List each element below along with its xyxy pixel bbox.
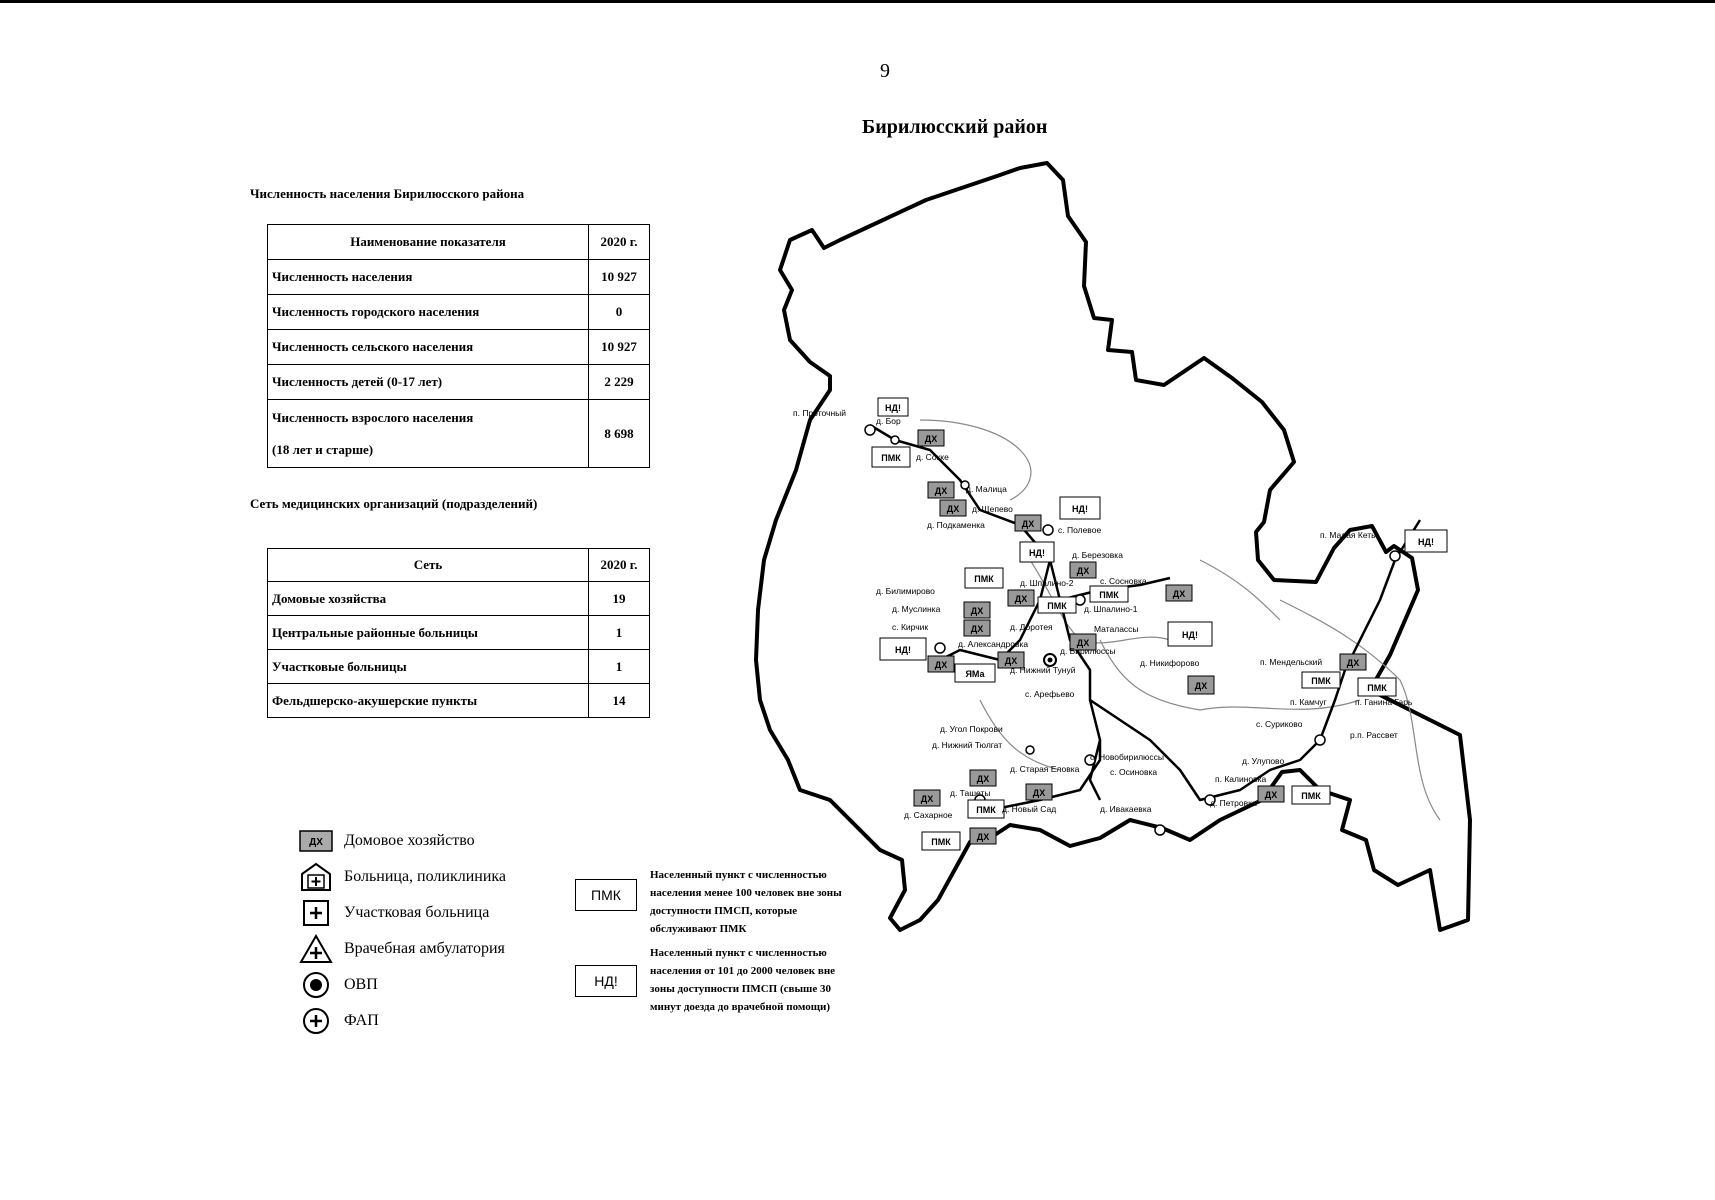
settlement-label: с. Осиновка	[1110, 767, 1158, 777]
svg-text:ПМК: ПМК	[974, 574, 994, 584]
settlement-icon	[891, 436, 899, 444]
rivers	[920, 420, 1440, 820]
row-name: Домовые хозяйства	[268, 582, 589, 616]
settlement-label: д. Сокке	[916, 452, 949, 462]
nd-text-line: Населенный пункт с численностью	[650, 947, 827, 959]
svg-text:ДХ: ДХ	[946, 504, 960, 514]
row-name: Центральные районные больницы	[268, 616, 589, 650]
settlement-label: д. Подкаменка	[927, 520, 985, 530]
settlement-label: Маталассы	[1094, 624, 1139, 634]
svg-text:НД!: НД!	[1072, 504, 1088, 514]
pmk-marker	[1090, 586, 1128, 602]
svg-text:НД!: НД!	[1418, 537, 1434, 547]
settlement-label: с. Новобирилюссы	[1090, 752, 1165, 762]
pmk-marker	[872, 447, 910, 467]
nd-marker	[1168, 622, 1212, 646]
settlement-label: д. Малица	[966, 484, 1007, 494]
settlement-label: д. Новый Сад	[1002, 804, 1057, 814]
dk-marker	[964, 602, 990, 618]
svg-text:ДХ: ДХ	[1264, 790, 1278, 800]
nd-marker	[1060, 497, 1100, 519]
svg-text:ДХ: ДХ	[934, 660, 948, 670]
fap-icon	[865, 425, 875, 435]
legend-label: ОВП	[344, 976, 378, 993]
nd-text-line: минут доезда до врачебной помощи)	[650, 1001, 831, 1013]
row-name: Численность детей (0-17 лет)	[268, 365, 589, 400]
svg-text:ПМК: ПМК	[1301, 791, 1321, 801]
nd-text-line: населения от 101 до 2000 человек вне	[650, 965, 836, 977]
page-title: Бирилюсский район	[862, 116, 1048, 138]
row-value: 14	[589, 684, 650, 718]
settlement-label: с. Суриково	[1256, 719, 1303, 729]
svg-text:ДХ: ДХ	[1021, 519, 1035, 529]
legend-label: Больница, поликлиника	[344, 868, 507, 885]
svg-text:ДХ: ДХ	[976, 832, 990, 842]
settlement-label: д. Старая Еловка	[1010, 764, 1080, 774]
dk-marker	[928, 482, 954, 498]
settlement-label: р.п. Рассвет	[1350, 730, 1398, 740]
dk-marker	[914, 790, 940, 806]
settlement-label: с. Полевое	[1058, 525, 1102, 535]
pmk-text-line: обслуживают ПМК	[650, 923, 747, 935]
settlement-label: д. Шпалино-1	[1084, 604, 1138, 614]
settlement-label: д. Нижний Тюлгат	[932, 740, 1003, 750]
svg-text:ДХ: ДХ	[970, 606, 984, 616]
pmk-marker	[1302, 672, 1340, 688]
settlement-labels	[793, 408, 1413, 820]
row-name: Фельдшерско-акушерские пункты	[268, 684, 589, 718]
svg-text:ПМК: ПМК	[976, 805, 996, 815]
pmk-marker	[1358, 678, 1396, 696]
fap-icon	[1390, 551, 1400, 561]
row-name-line1: Численность взрослого населения	[272, 409, 474, 425]
settlement-label: п. Камчуг	[1290, 697, 1327, 707]
ovp-icon-dot	[1048, 658, 1053, 663]
settlement-label: д. Нижний Тунуй	[1010, 665, 1076, 675]
svg-text:ДХ: ДХ	[1346, 658, 1360, 668]
dk-marker	[1258, 786, 1284, 802]
dk-marker	[918, 430, 944, 446]
pmk-text-line: населения менее 100 человек вне зоны	[650, 887, 842, 899]
row-value: 2 229	[589, 365, 650, 400]
svg-text:ДХ: ДХ	[976, 774, 990, 784]
row-value: 1	[589, 616, 650, 650]
fap-icon	[1155, 825, 1165, 835]
settlement-label: п. Калиновка	[1215, 774, 1267, 784]
svg-text:ПМК: ПМК	[1099, 590, 1119, 600]
district-boundary	[756, 163, 1470, 930]
fap-icon	[935, 643, 945, 653]
legend-label: Врачебная амбулатория	[344, 940, 505, 957]
settlement-label: д. Ташеты	[950, 788, 991, 798]
nd-marker	[1405, 530, 1447, 552]
pmk-marker	[1292, 786, 1330, 804]
svg-text:НД!: НД!	[1182, 630, 1198, 640]
svg-text:ДХ: ДХ	[309, 837, 323, 848]
settlement-label: п. Ганина Гарь	[1355, 697, 1413, 707]
settlement-label: п. Малая Кеть	[1320, 530, 1376, 540]
settlement-label: д. Ивакаевка	[1100, 804, 1152, 814]
settlement-label: д. Доротея	[1010, 622, 1053, 632]
pmk-marker	[955, 664, 995, 682]
population-table-caption: Численность населения Бирилюсского района	[250, 186, 525, 201]
settlement-label: д. Александровка	[958, 639, 1029, 649]
dk-marker	[1166, 585, 1192, 601]
marker-boxes	[872, 398, 1447, 850]
row-name-line2: (18 лет и старше)	[272, 441, 374, 457]
row-value: 1	[589, 650, 650, 684]
legend-label: Участковая больница	[344, 904, 490, 921]
settlement-label: д. Сахарное	[904, 810, 953, 820]
nd-marker	[1020, 542, 1054, 562]
pmk-marker	[968, 800, 1004, 818]
svg-text:ПМК: ПМК	[931, 837, 951, 847]
settlement-label: д. Угол Покрови	[940, 724, 1003, 734]
header-name: Наименование показателя	[268, 225, 589, 260]
svg-text:ДХ: ДХ	[1032, 788, 1046, 798]
svg-text:ПМК: ПМК	[1047, 601, 1067, 611]
svg-text:ДХ: ДХ	[1076, 566, 1090, 576]
fap-icon	[1043, 525, 1053, 535]
nd-marker	[878, 398, 908, 416]
settlement-label: д. Петровка	[1210, 798, 1257, 808]
pmk-text-line: Населенный пункт с численностью	[650, 869, 827, 881]
dk-marker	[964, 620, 990, 636]
pmk-text-line: доступности ПМСП, которые	[650, 905, 798, 917]
pmk-legend-box: ПМК	[575, 879, 637, 911]
settlement-icon	[1026, 746, 1034, 754]
svg-text:ДХ: ДХ	[970, 624, 984, 634]
row-name: Численность городского населения	[268, 295, 589, 330]
settlement-label: д. Щепево	[972, 504, 1013, 514]
dk-marker	[970, 828, 996, 844]
network-table-caption: Сеть медицинских организаций (подразделений)	[250, 496, 538, 511]
settlement-label: п. Проточный	[793, 408, 847, 418]
row-name: Численность сельского населения	[268, 330, 589, 365]
svg-text:ДХ: ДХ	[934, 486, 948, 496]
svg-text:НД!: НД!	[895, 645, 911, 655]
row-value: 0	[589, 295, 650, 330]
dk-marker	[928, 656, 954, 672]
dk-marker	[1070, 562, 1096, 578]
svg-text:ПМК: ПМК	[1367, 683, 1387, 693]
settlement-label: д. Бирилюссы	[1060, 646, 1116, 656]
dk-marker	[970, 770, 996, 786]
svg-text:ДХ: ДХ	[1076, 638, 1090, 648]
dk-marker	[940, 500, 966, 516]
header-year: 2020 г.	[589, 225, 650, 260]
settlement-label: д. Муслинка	[892, 604, 941, 614]
row-value: 10 927	[589, 260, 650, 295]
dk-marker	[1340, 654, 1366, 670]
settlement-label: с. Сосновка	[1100, 576, 1147, 586]
dk-marker	[1188, 676, 1214, 694]
svg-text:НД!: НД!	[885, 403, 901, 413]
settlement-label: д. Шпалино-2	[1020, 578, 1074, 588]
svg-text:ДХ: ДХ	[1004, 656, 1018, 666]
header-year: 2020 г.	[589, 549, 650, 582]
legend-label: Домовое хозяйство	[344, 832, 475, 849]
svg-text:НД!: НД!	[1029, 548, 1045, 558]
settlement-label: с. Кирчик	[892, 622, 929, 632]
svg-text:ДХ: ДХ	[920, 794, 934, 804]
settlement-label: д. Улупово	[1242, 756, 1285, 766]
page-number: 9	[880, 60, 890, 82]
settlement-label: д. Никифорово	[1140, 658, 1200, 668]
row-value: 8 698	[589, 400, 650, 468]
svg-text:ДХ: ДХ	[924, 434, 938, 444]
settlement-label: д. Березовка	[1072, 550, 1123, 560]
nd-legend-box: НД!	[575, 965, 637, 997]
nd-text-line: зоны доступности ПМСП (свыше 30	[650, 983, 831, 995]
pmk-marker	[965, 568, 1003, 588]
fap-icon	[1315, 735, 1325, 745]
svg-text:ЯМа: ЯМа	[965, 669, 985, 679]
settlement-label: с. Арефьево	[1025, 689, 1075, 699]
pmk-marker	[922, 832, 960, 850]
row-value: 19	[589, 582, 650, 616]
row-value: 10 927	[589, 330, 650, 365]
legend-label: ФАП	[344, 1012, 379, 1029]
header-name: Сеть	[268, 549, 589, 582]
nd-marker	[880, 638, 926, 660]
row-name: Участковые больницы	[268, 650, 589, 684]
settlement-label: п. Мендельский	[1260, 657, 1323, 667]
dk-marker	[1026, 784, 1052, 800]
svg-text:ПМК: ПМК	[1311, 676, 1331, 686]
svg-text:ДХ: ДХ	[1172, 589, 1186, 599]
pmk-marker	[1038, 597, 1076, 613]
svg-text:ДХ: ДХ	[1014, 594, 1028, 604]
settlement-label: д. Бор	[876, 416, 901, 426]
settlement-label: д. Билимирово	[876, 586, 935, 596]
row-name: Численность населения	[268, 260, 589, 295]
dk-marker	[1008, 590, 1034, 606]
svg-text:ДХ: ДХ	[1194, 681, 1208, 691]
dk-marker	[1015, 515, 1041, 531]
svg-text:ПМК: ПМК	[881, 453, 901, 463]
